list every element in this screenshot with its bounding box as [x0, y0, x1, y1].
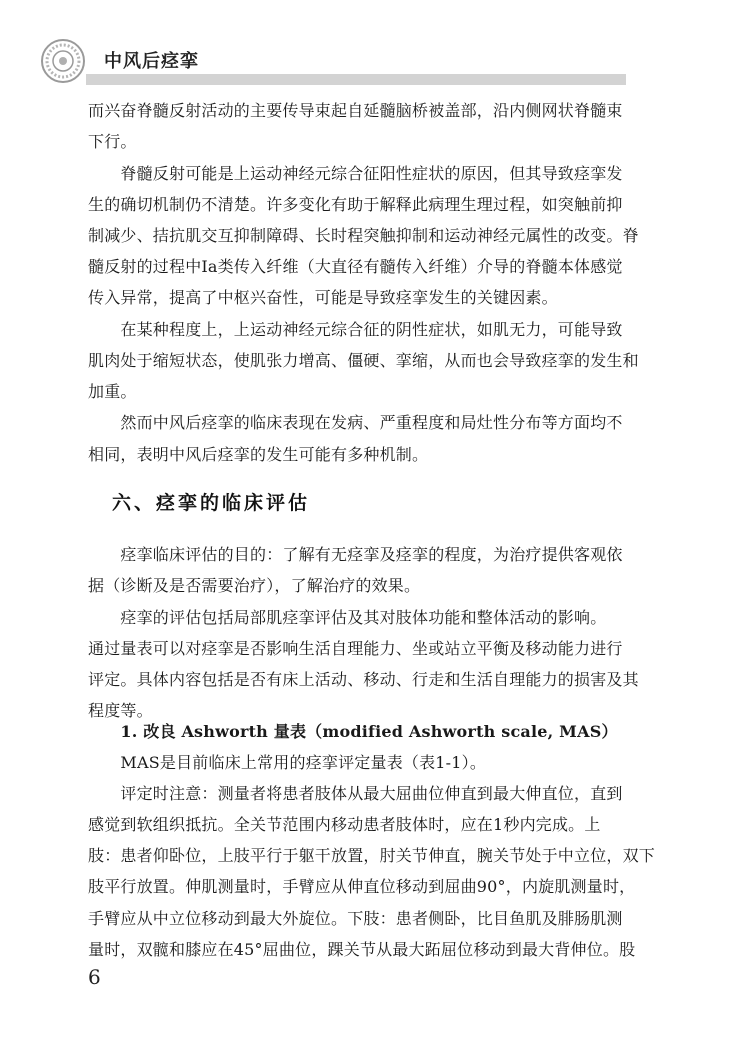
text-line: 程度等。: [88, 701, 153, 720]
text-line: 量时，双髋和膝应在45°屈曲位，踝关节从最大跖屈位移动到最大背伸位。股: [88, 940, 636, 959]
text-line: 手臂应从中立位移动到最大外旋位。下肢：患者侧卧，比目鱼肌及腓肠肌测: [88, 909, 623, 928]
text-line: 评定时注意：测量者将患者肢体从最大屈曲位伸直到最大伸直位，直到: [88, 784, 623, 803]
running-header-title: 中风后痉挛: [104, 51, 199, 72]
text-line: 据（诊断及是否需要治疗），了解治疗的效果。: [88, 576, 421, 595]
text-line: 加重。: [88, 382, 137, 401]
text-line: 生的确切机制仍不清楚。许多变化有助于解释此病理生理过程，如突触前抑: [88, 195, 623, 214]
text-line: 痉挛的评估包括局部肌痉挛评估及其对肢体功能和整体活动的影响。: [88, 608, 607, 627]
subheading: 1. 改良 Ashworth 量表（modified Ashworth scale, MAS）: [88, 722, 618, 741]
text-line: 下行。: [88, 132, 137, 151]
emblem-icon: [40, 38, 86, 84]
text-line: 肌肉处于缩短状态，使肌张力增高、僵硬、挛缩，从而也会导致痉挛的发生和: [88, 351, 639, 370]
section-heading: 六、痉挛的临床评估: [112, 492, 311, 514]
text-line: 而兴奋脊髓反射活动的主要传导束起自延髓脑桥被盖部，沿内侧网状脊髓束: [88, 101, 623, 120]
text-line: 痉挛临床评估的目的：了解有无痉挛及痉挛的程度，为治疗提供客观依: [88, 545, 623, 564]
text-line: 髓反射的过程中Ia类传入纤维（大直径有髓传入纤维）介导的脊髓本体感觉: [88, 257, 623, 276]
text-line: 肢平行放置。伸肌测量时，手臂应从伸直位移动到屈曲90°，内旋肌测量时，: [88, 877, 636, 896]
text-line: 在某种程度上，上运动神经元综合征的阴性症状，如肌无力，可能导致: [88, 320, 623, 339]
text-line: MAS是目前临床上常用的痉挛评定量表（表1-1）。: [88, 753, 487, 772]
page-header: [0, 0, 730, 100]
text-line: 评定。具体内容包括是否有床上活动、移动、行走和生活自理能力的损害及其: [88, 670, 639, 689]
text-line: 制减少、拮抗肌交互抑制障碍、长时程突触抑制和运动神经元属性的改变。脊: [88, 226, 639, 245]
text-line: 肢：患者仰卧位，上肢平行于躯干放置，肘关节伸直，腕关节处于中立位，双下: [88, 846, 656, 865]
text-line: 脊髓反射可能是上运动神经元综合征阳性症状的原因，但其导致痉挛发: [88, 164, 623, 183]
header-rule: [86, 74, 626, 85]
text-line: 通过量表可以对痉挛是否影响生活自理能力、坐或站立平衡及移动能力进行: [88, 639, 623, 658]
text-line: 相同，表明中风后痉挛的发生可能有多种机制。: [88, 445, 429, 464]
page-number: 6: [88, 965, 101, 989]
text-line: 然而中风后痉挛的临床表现在发病、严重程度和局灶性分布等方面均不: [88, 413, 623, 432]
text-line: 传入异常，提高了中枢兴奋性，可能是导致痉挛发生的关键因素。: [88, 288, 558, 307]
text-line: 感觉到软组织抵抗。全关节范围内移动患者肢体时，应在1秒内完成。上: [88, 815, 601, 834]
